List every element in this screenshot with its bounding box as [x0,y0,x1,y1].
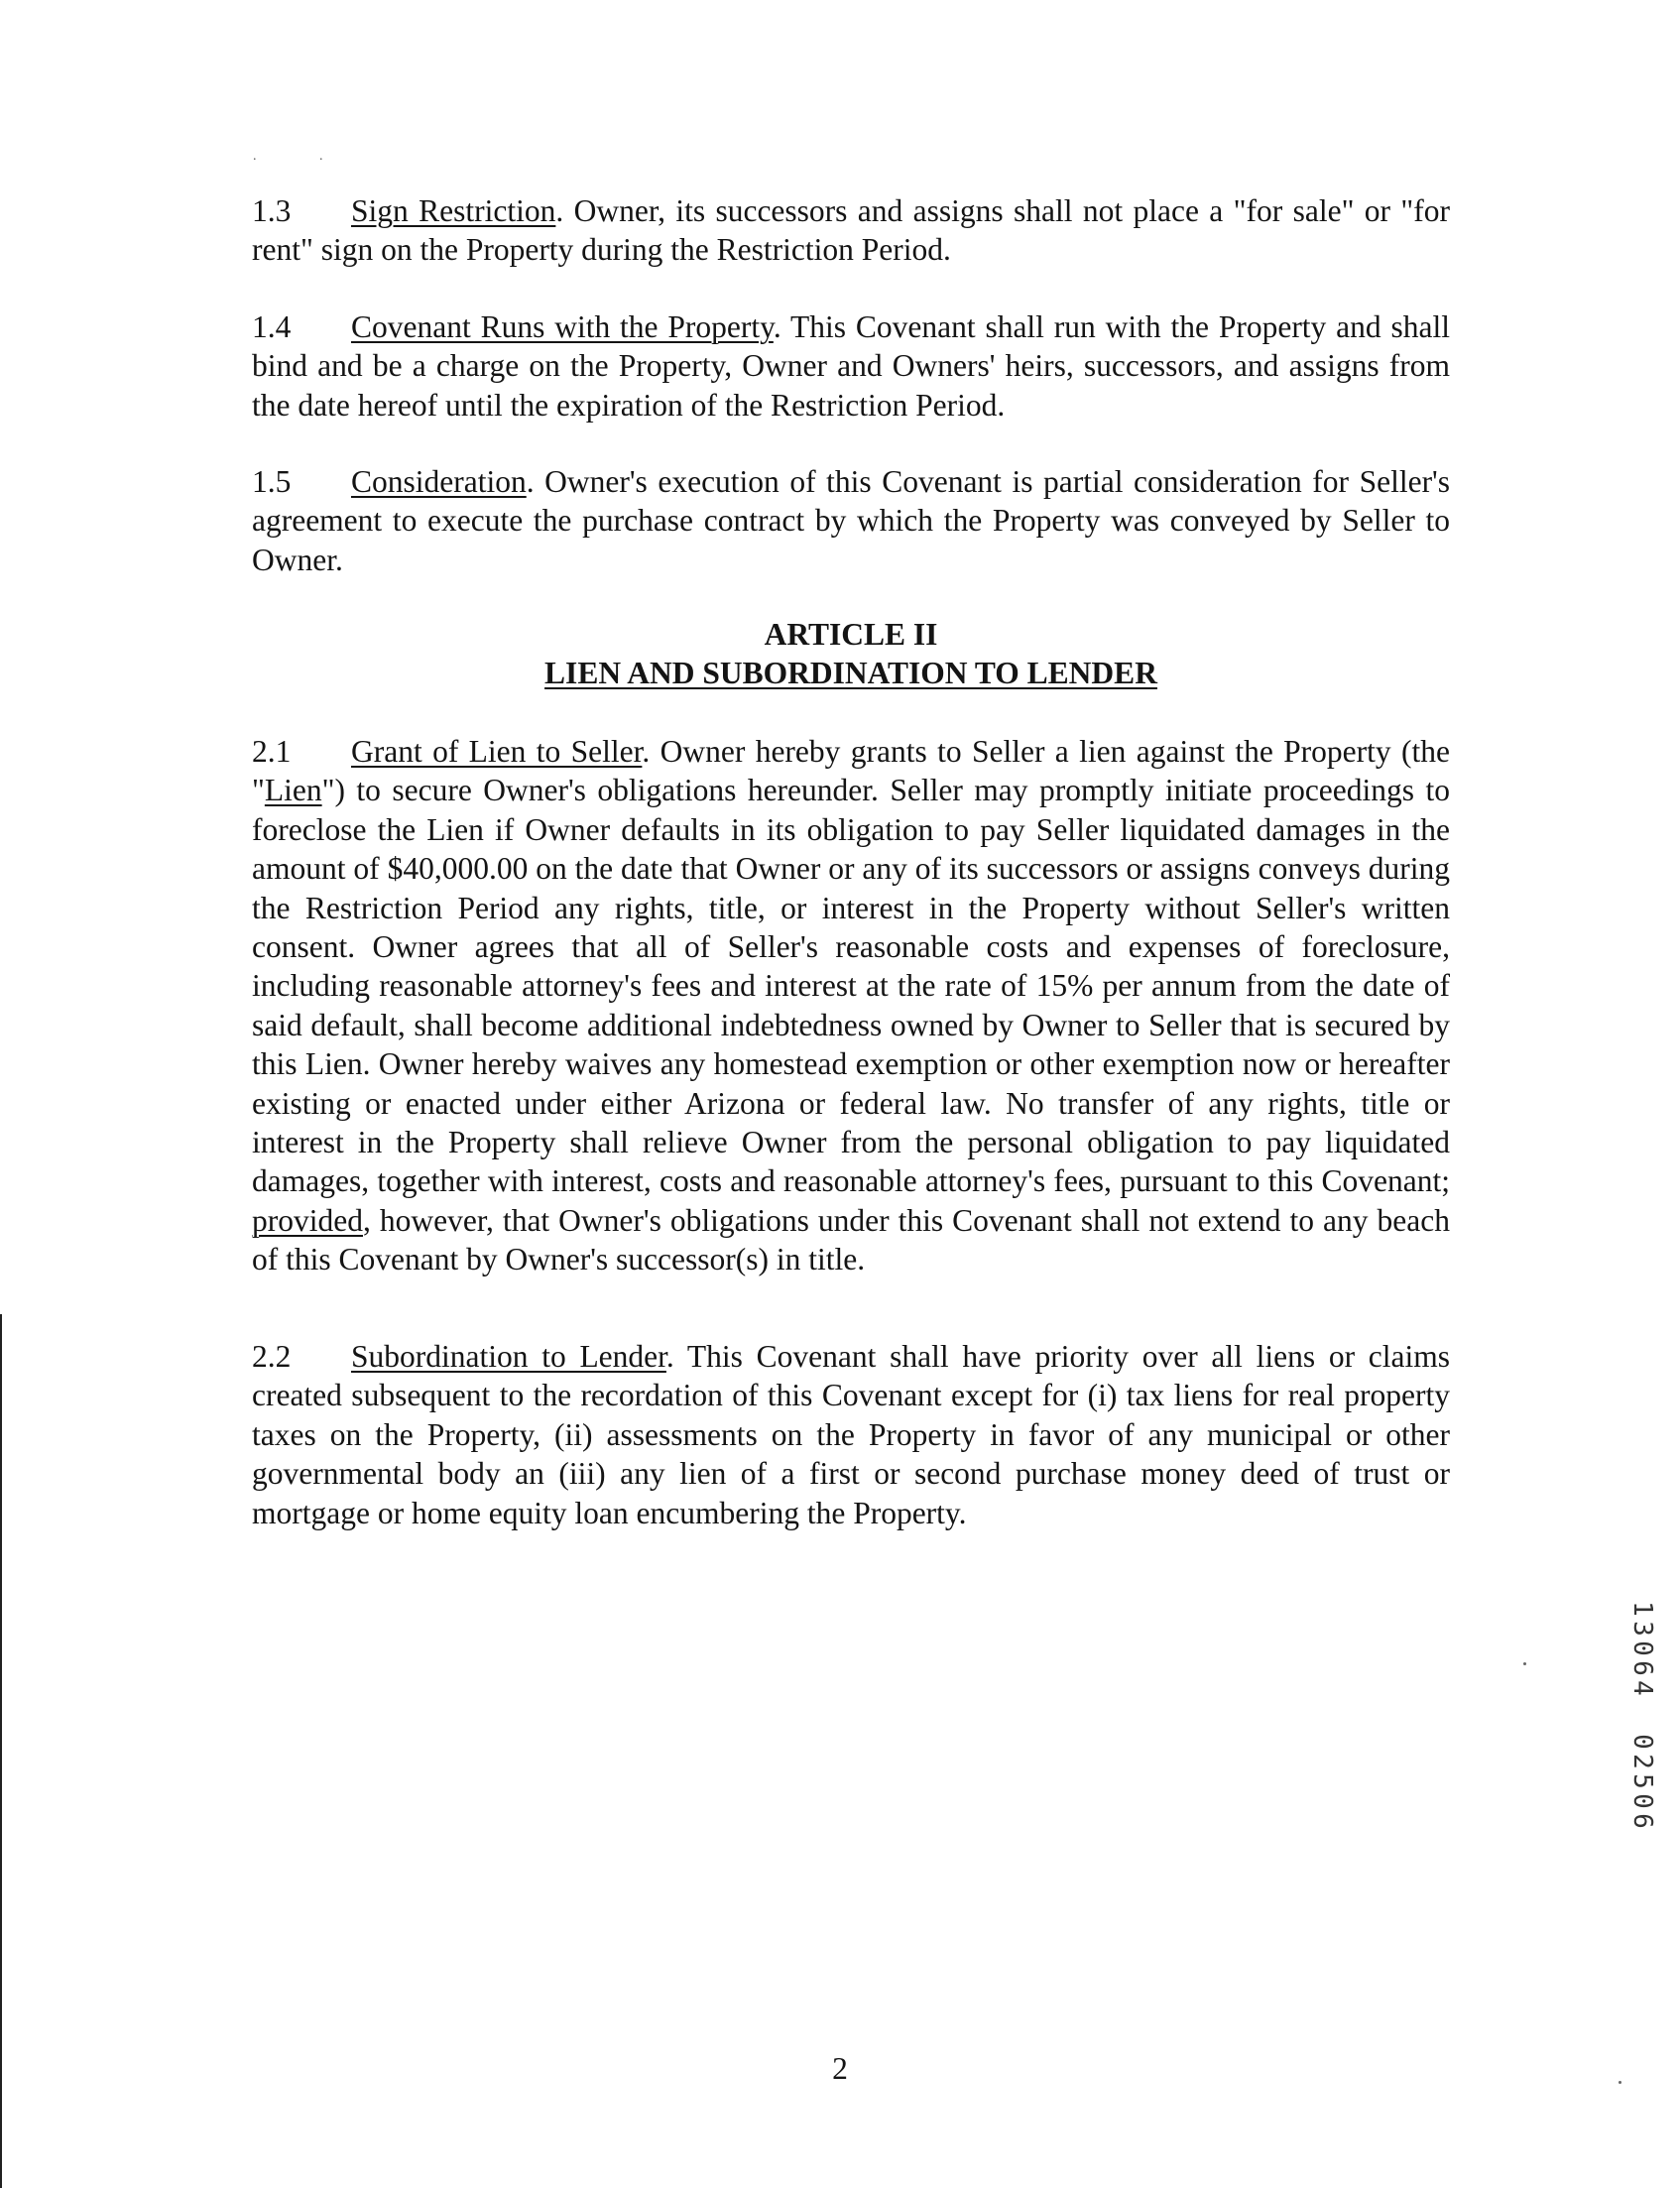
recording-digit: 2 [1627,1754,1657,1769]
recording-digit: 5 [1627,1773,1657,1789]
recording-digit: 3 [1627,1621,1657,1637]
section-2-1 [252,732,1450,1279]
defined-term-provided: provided [252,1202,363,1238]
recording-digit: 0 [1627,1793,1657,1809]
recording-digit: 6 [1627,1660,1657,1676]
defined-term-lien: Lien [264,773,322,808]
section-number: 2.1 [252,734,292,769]
section-text: . Owner's execution of this Covenant is partial consideration for Seller's agreement to execute the purchase contract by which the Property was conveyed by Seller to Owner. [252,464,1450,577]
recording-digit: 6 [1627,1813,1657,1829]
recording-number [1627,1599,1657,1831]
recording-digit: 0 [1627,1734,1657,1750]
section-heading: Covenant Runs with the Property [351,309,774,344]
recording-digit: 4 [1627,1680,1657,1696]
section-heading: Consideration [351,464,527,499]
section-text: . This Covenant shall have priority over all liens or claims created subsequent to the recordation of this Covenant except for (i) tax liens for real property taxes on the Property, (ii) assessments on the Property in favor of any municipal or other governmental body an (iii) any lien of a first or second purchase money deed of trust or mortgage or home equity loan encumbering the Property. [252,1339,1451,1530]
scan-edge-line [0,1314,2,2188]
article-subtitle: LIEN AND SUBORDINATION TO LENDER [544,656,1157,690]
section-number: 2.2 [252,1339,292,1374]
section-heading: Sign Restriction [351,193,556,228]
section-number: 1.4 [252,309,292,344]
section-number: 1.3 [252,193,292,228]
section-heading: Grant of Lien to Seller [351,734,643,769]
section-2-2 [252,1337,1450,1532]
recording-digit: 1 [1627,1601,1657,1617]
section-heading: Subordination to Lender [351,1339,666,1374]
section-text: . This Covenant shall run with the Property and shall bind and be a charge on the Property, Owner and Owners' heirs, successors, and assigns from the date hereof until the expiration of the Restriction Period. [252,309,1450,423]
section-text-a: . Owner hereby grants to Seller a lien against the Property (the " [252,734,1450,808]
recording-number-part1 [1627,1599,1657,1698]
section-1-3 [252,191,1450,270]
section-text: . Owner, its successors and assigns shall not place a "for sale" or "for rent" sign on the Property during the Restriction Period. [252,193,1451,268]
page-number: 2 [832,2051,848,2086]
recording-number-part2 [1627,1732,1657,1831]
section-text-b: ") to secure Owner's obligations hereunder. Seller may promptly initiate proceedings to foreclose the Lien if Owner defaults in its obligation to pay Seller liquidated damages in the amount of $40,000.00 on the date that Owner or any of its successors or assigns conveys during the Restriction Period any rights, title, or interest in the Property without Seller's written consent. Owner agrees that all of Seller's reasonable costs and expenses of foreclosure, including reasonable attorney's fees and interest at the rate of 15% per annum from the date of said default, shall become additional indebtedness owned by Owner to Seller that is secured by this Lien. Owner hereby waives any homestead exemption or other exemption now or hereafter existing or enacted under either Arizona or federal law. No transfer of any rights, title or interest in the Property shall relieve Owner from the personal obligation to pay liquidated damages, together with interest, costs and reasonable attorney's fees, pursuant to this Covenant; [252,773,1450,1199]
article-title: ARTICLE II [764,617,938,652]
recording-digit: 0 [1627,1641,1657,1656]
scan-artifact: . . [253,149,353,164]
section-number: 1.5 [252,464,292,499]
section-text-c: , however, that Owner's obligations under this Covenant shall not extend to any beach of this Covenant by Owner's successor(s) in title. [252,1202,1450,1277]
scan-speck [1523,1662,1526,1665]
scan-speck [1619,2081,1621,2084]
section-1-4 [252,307,1450,425]
section-1-5 [252,462,1450,579]
